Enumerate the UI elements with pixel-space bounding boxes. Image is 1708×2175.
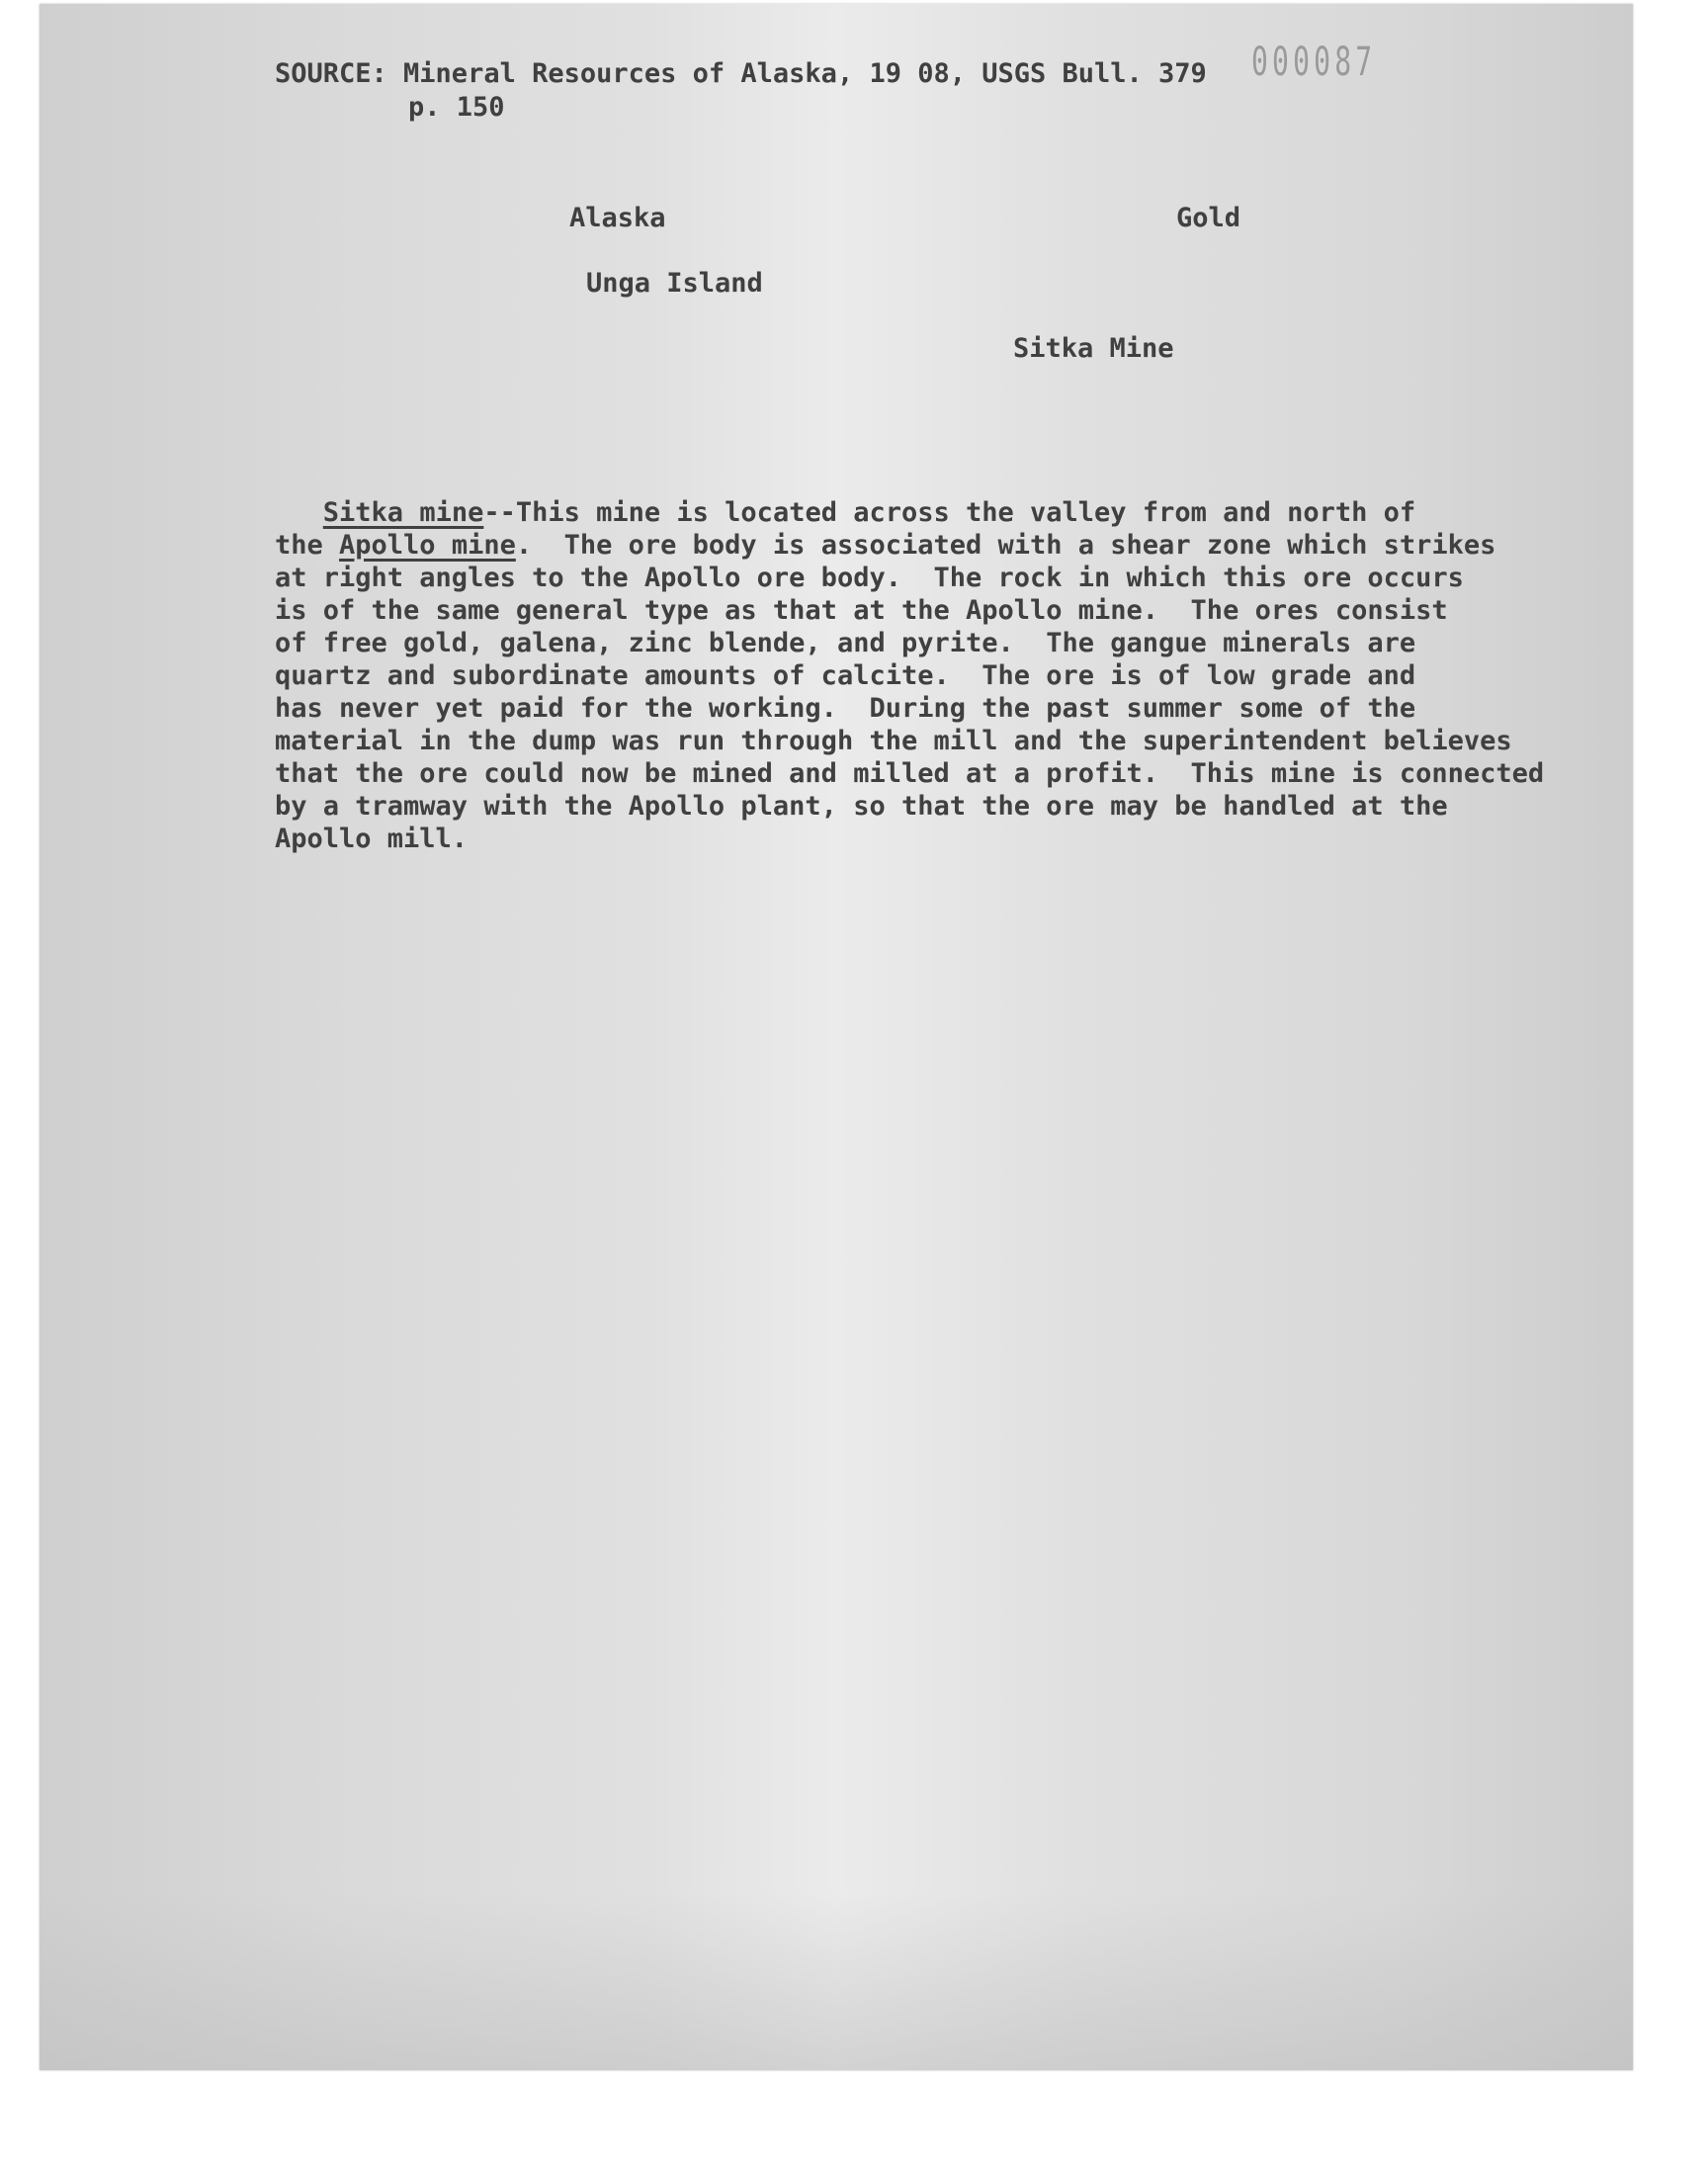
body-line: has never yet paid for the working. During the past summer some of the [275, 693, 1416, 724]
mine-name-underlined: Sitka mine [322, 497, 484, 528]
body-line: is of the same general type as that at the Apollo mine. The ores consist [275, 595, 1448, 626]
body-line: of free gold, galena, zinc blende, and pyrite. The gangue minerals are [275, 628, 1416, 658]
source-page: p. 150 [408, 92, 505, 123]
commodity-heading: Gold [1176, 203, 1241, 233]
body-line: material in the dump was run through the mill and the superintendent believes [275, 726, 1512, 756]
document-number-stamp: 000087 [1251, 40, 1377, 85]
body-line: quartz and subordinate amounts of calcite. The ore is of low grade and [275, 660, 1416, 691]
body-line: by a tramway with the Apollo plant, so that the ore may be handled at the [275, 791, 1448, 822]
apollo-mine-underlined: Apollo mine [339, 530, 516, 561]
locality-heading: Unga Island [586, 268, 763, 299]
state-heading: Alaska [569, 203, 666, 233]
mine-heading: Sitka Mine [1013, 333, 1174, 364]
body-line: Apollo mill. [275, 824, 469, 854]
document-page [40, 4, 1633, 2070]
body-paragraph: Sitka mine--This mine is located across the valley from and north of the Apollo mine. The ore body is associated with a shear zone which strikes at right angles to the Apollo ore body. The rock in which this ore occurs is of the same general type as that at the Apollo mine. The ores consist of free gold, galena, zinc blende, and pyrite. The gangue minerals are quartz and subordinate amounts of calcite. The ore is of low grade and has never yet paid for the working. During the past summer some of the material in the dump was run through the mill and the superintendent believes that the ore could now be mined and milled at a profit. This mine is connected by a tramway with the Apollo plant, so that the ore may be handled at the Apollo mill. [275, 497, 1545, 854]
body-line: at right angles to the Apollo ore body. The rock in which this ore occurs [275, 563, 1464, 593]
body-line: that the ore could now be mined and milled at a profit. This mine is connected [275, 758, 1545, 789]
source-citation: SOURCE: Mineral Resources of Alaska, 19 08, USGS Bull. 379 [275, 58, 1207, 89]
